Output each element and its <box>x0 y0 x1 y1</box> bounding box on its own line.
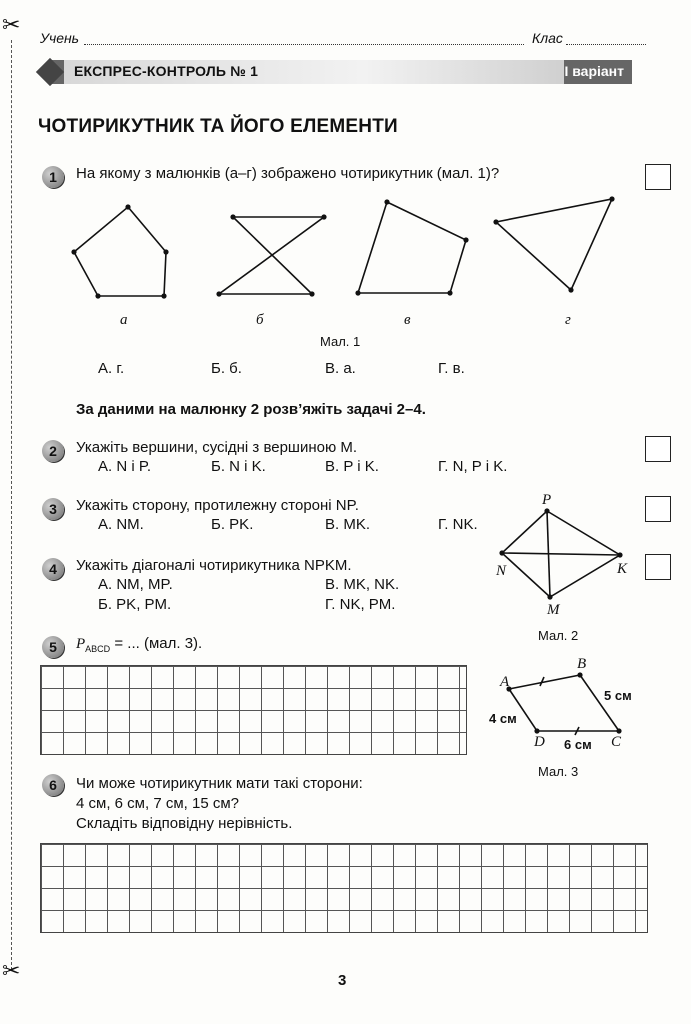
question-6-line-3: Складіть відповідну нерівність. <box>76 815 293 832</box>
quadrilateral-shape <box>358 202 466 293</box>
question-6-line-1: Чи може чотирикутник мати такі сторони: <box>76 775 363 792</box>
answer-box-2[interactable] <box>645 436 671 462</box>
question-number: 3 <box>42 498 64 520</box>
figure-1-shapes <box>60 195 630 315</box>
answer-box-3[interactable] <box>645 496 671 522</box>
q3-option-v[interactable]: В. MK. <box>325 516 371 533</box>
page-number: 3 <box>338 972 347 989</box>
class-field[interactable] <box>566 44 646 45</box>
question-1-text: На якому з малюнків (а–г) зображено чотирикутник (мал. 1)? <box>76 165 500 182</box>
perimeter-symbol: P <box>76 636 86 652</box>
answer-grid-5[interactable] <box>40 665 467 755</box>
q3-option-b[interactable]: Б. PK. <box>211 516 254 533</box>
q4-option-g[interactable]: Г. NK, PM. <box>325 596 396 613</box>
answer-box-1[interactable] <box>645 164 671 190</box>
vertex-label-n: N <box>496 563 507 579</box>
q2-option-b[interactable]: Б. N і K. <box>211 458 266 475</box>
question-3-text: Укажіть сторону, протилежну стороні NP. <box>76 497 359 514</box>
vertex-label-p: P <box>542 492 552 508</box>
question-5-text <box>76 634 202 659</box>
vertex-label-d: D <box>534 734 545 750</box>
figure-2-quadrilateral <box>495 505 630 605</box>
side-label-bc: 5 см <box>604 688 632 703</box>
q1-option-a[interactable]: А. г. <box>98 360 125 377</box>
q1-option-g[interactable]: Г. в. <box>438 360 465 377</box>
question-5-tail: = ... (мал. 3). <box>110 635 203 652</box>
figure-label-a: а <box>120 312 128 328</box>
question-number: 6 <box>42 774 64 796</box>
perimeter-subscript: ABCD <box>85 644 111 654</box>
class-label: Клас <box>532 30 563 46</box>
q1-option-v[interactable]: В. а. <box>325 360 356 377</box>
pentagon-shape <box>74 207 166 296</box>
q1-option-b[interactable]: Б. б. <box>211 360 242 377</box>
question-6-line-2: 4 см, 6 см, 7 см, 15 см? <box>76 795 239 812</box>
figure-3-caption: Мал. 3 <box>538 764 579 779</box>
question-number: 5 <box>42 636 64 658</box>
triangle-shape <box>496 199 612 290</box>
q4-option-a[interactable]: А. NM, MP. <box>98 576 173 593</box>
variant-label: І варіант <box>564 63 624 79</box>
vertex-label-c: C <box>611 734 622 750</box>
question-number: 1 <box>42 166 64 188</box>
question-2-text: Укажіть вершини, сусідні з вершиною M. <box>76 439 358 456</box>
vertex-label-a: A <box>500 674 510 690</box>
q2-option-v[interactable]: В. P і K. <box>325 458 379 475</box>
q4-option-b[interactable]: Б. PK, PM. <box>98 596 172 613</box>
q2-option-g[interactable]: Г. N, P і K. <box>438 458 508 475</box>
side-label-dc: 6 см <box>564 737 592 752</box>
cut-line <box>11 40 12 970</box>
test-title: ЕКСПРЕС-КОНТРОЛЬ № 1 <box>74 63 259 79</box>
figure-1-caption: Мал. 1 <box>320 334 361 349</box>
question-number: 4 <box>42 558 64 580</box>
student-label: Учень <box>40 30 80 46</box>
student-name-field[interactable] <box>84 44 524 45</box>
figure-label-g: г <box>565 312 571 328</box>
question-number: 2 <box>42 440 64 462</box>
figure-label-v: в <box>404 312 411 328</box>
scissors-icon: ✂ <box>2 958 21 983</box>
answer-box-4[interactable] <box>645 554 671 580</box>
figure-2-caption: Мал. 2 <box>538 628 579 643</box>
vertex-label-m: M <box>547 602 560 618</box>
header-bar <box>36 60 646 84</box>
vertex-label-b: B <box>577 656 587 672</box>
figure-label-b: б <box>256 312 264 328</box>
crossed-quadrilateral-shape <box>219 217 324 294</box>
q4-option-v[interactable]: В. MK, NK. <box>325 576 400 593</box>
side-label-ad: 4 см <box>489 711 517 726</box>
vertex-label-k: K <box>617 561 628 577</box>
page-title: ЧОТИРИКУТНИК ТА ЙОГО ЕЛЕМЕНТИ <box>38 116 398 137</box>
question-4-text: Укажіть діагоналі чотирикутника NPKM. <box>76 557 352 574</box>
scissors-icon: ✂ <box>2 12 21 37</box>
q3-option-g[interactable]: Г. NK. <box>438 516 478 533</box>
instruction-text: За даними на малюнку 2 розв’яжіть задачі 2–4. <box>76 401 426 418</box>
q2-option-a[interactable]: А. N і P. <box>98 458 152 475</box>
answer-grid-6[interactable] <box>40 843 648 933</box>
q3-option-a[interactable]: А. NM. <box>98 516 144 533</box>
